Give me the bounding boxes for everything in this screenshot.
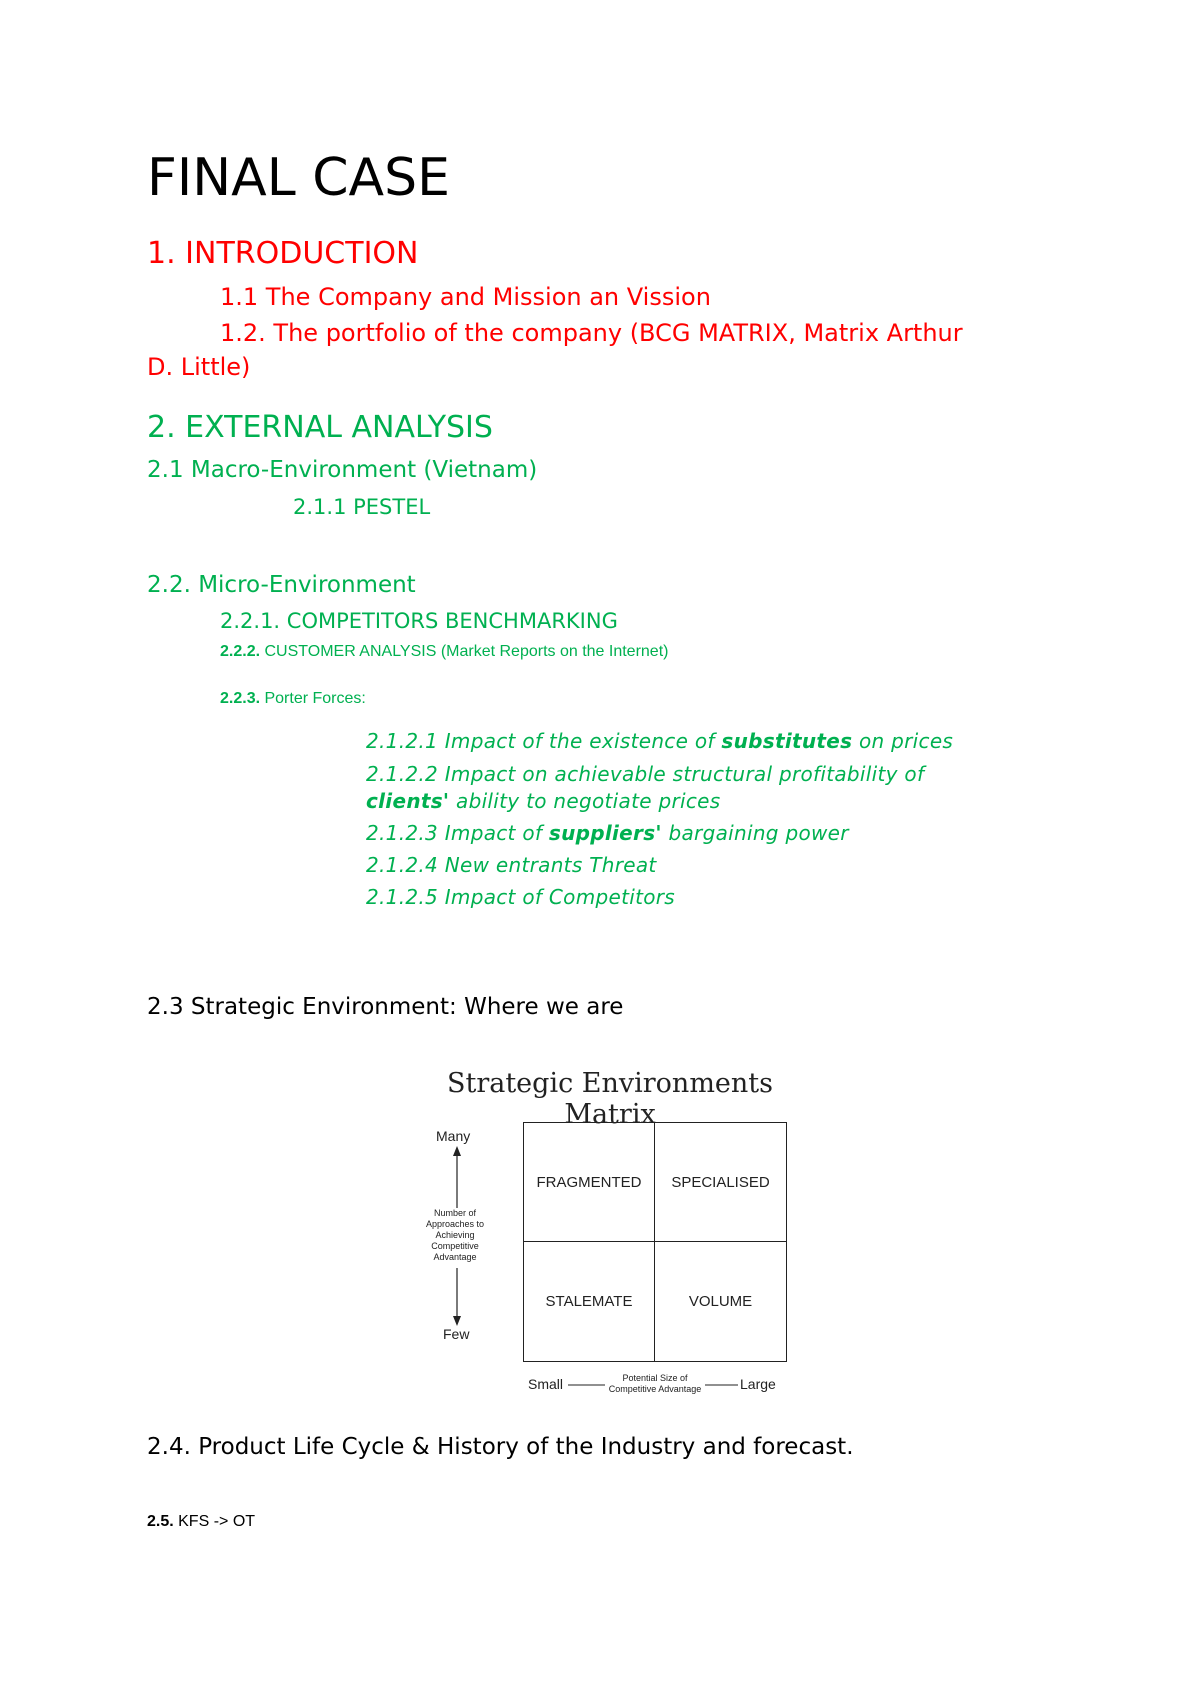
force-suppliers-pre: 2.1.2.3 Impact of xyxy=(366,821,549,845)
force-clients-line2 xyxy=(366,787,720,815)
kfs-number: 2.5. xyxy=(147,1513,174,1530)
matrix-cell-specialised: SPECIALISED xyxy=(655,1123,786,1242)
force-suppliers-post: bargaining power xyxy=(661,821,849,845)
customer-analysis-item xyxy=(220,641,668,663)
matrix-cell-volume: VOLUME xyxy=(688,1293,753,1310)
y-axis-label: Number of Approaches to Achieving Competitive Advantage xyxy=(425,1208,485,1262)
section-introduction-heading: 1. INTRODUCTION xyxy=(147,236,419,271)
porter-forces-item xyxy=(220,688,366,710)
intro-item-portfolio-line2: D. Little) xyxy=(147,353,251,381)
section-external-analysis-heading: 2. EXTERNAL ANALYSIS xyxy=(147,410,493,445)
force-suppliers xyxy=(366,819,849,847)
document-title: FINAL CASE xyxy=(147,148,450,208)
pestel-item: 2.1.1 PESTEL xyxy=(293,495,431,519)
force-suppliers-bold: suppliers' xyxy=(548,821,662,845)
force-clients-bold: clients' xyxy=(366,789,450,813)
y-axis-top-label: Many xyxy=(436,1128,471,1144)
strategic-environments-matrix-figure xyxy=(400,1060,820,1410)
force-substitutes xyxy=(366,727,953,755)
force-clients-post: ability to negotiate prices xyxy=(449,789,721,813)
product-life-cycle-heading: 2.4. Product Life Cycle & History of the Industry and forecast. xyxy=(147,1434,854,1460)
force-new-entrants: 2.1.2.4 New entrants Threat xyxy=(366,853,657,877)
kfs-item xyxy=(147,1511,255,1533)
matrix-cell-fragmented: FRAGMENTED xyxy=(524,1123,655,1242)
intro-item-portfolio-line1: 1.2. The portfolio of the company (BCG MATRIX, Matrix Arthur xyxy=(220,319,963,347)
intro-item-company-mission: 1.1 The Company and Mission an Vission xyxy=(220,283,711,311)
customer-analysis-number: 2.2.2. xyxy=(220,643,261,660)
x-axis-left-label: Small xyxy=(528,1376,564,1392)
kfs-text: KFS -> OT xyxy=(173,1513,256,1530)
force-competitors: 2.1.2.5 Impact of Competitors xyxy=(366,885,675,909)
porter-forces-text: Porter Forces: xyxy=(260,690,366,707)
matrix-grid xyxy=(523,1122,787,1362)
y-axis-bottom-label: Few xyxy=(443,1326,470,1342)
force-substitutes-bold: substitutes xyxy=(721,729,853,753)
macro-environment-heading: 2.1 Macro-Environment (Vietnam) xyxy=(147,457,538,483)
competitors-benchmarking-item: 2.2.1. COMPETITORS BENCHMARKING xyxy=(220,609,618,633)
strategic-environment-heading: 2.3 Strategic Environment: Where we are xyxy=(147,994,624,1020)
force-clients-line1: 2.1.2.2 Impact on achievable structural profitability of xyxy=(366,762,925,786)
x-axis-right-label: Large xyxy=(740,1376,776,1392)
x-axis-label: Potential Size of Competitive Advantage xyxy=(608,1373,702,1394)
force-substitutes-post: on prices xyxy=(852,729,954,753)
porter-forces-number: 2.2.3. xyxy=(220,690,261,707)
customer-analysis-text: CUSTOMER ANALYSIS (Market Reports on the Internet) xyxy=(260,643,669,660)
matrix-cell-stalemate: STALEMATE xyxy=(524,1242,655,1361)
matrix-title: Strategic Environments Matrix xyxy=(446,1068,774,1130)
micro-environment-heading: 2.2. Micro-Environment xyxy=(147,572,416,598)
force-substitutes-pre: 2.1.2.1 Impact of the existence of xyxy=(366,729,722,753)
